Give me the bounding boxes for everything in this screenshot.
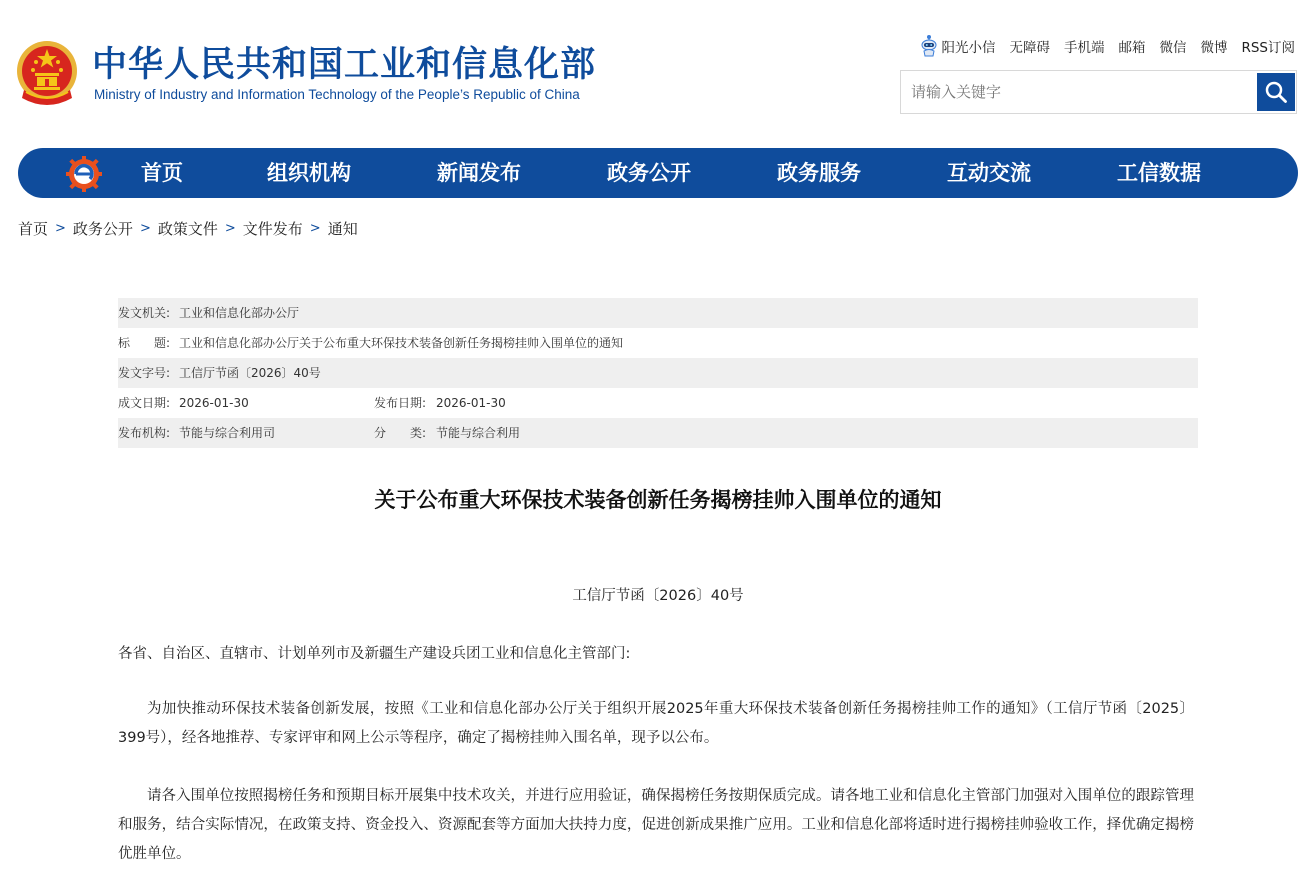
search-input[interactable]: [901, 71, 1257, 113]
nav-item-interaction[interactable]: 互动交流: [947, 161, 1031, 185]
nav-item-government-affairs[interactable]: 政务公开: [607, 161, 691, 185]
mail-link[interactable]: 邮箱: [1118, 40, 1146, 56]
article-salutation: 各省、自治区、直辖市、计划单列市及新疆生产建设兵团工业和信息化主管部门:: [118, 646, 631, 662]
doc-number-label: 发文字号:: [118, 366, 171, 380]
main-nav: [18, 148, 1298, 198]
mobile-link[interactable]: 手机端: [1063, 40, 1105, 56]
article-title: 关于公布重大环保技术装备创新任务揭榜挂帅入围单位的通知: [374, 488, 942, 512]
rss-link[interactable]: RSS订阅: [1241, 40, 1295, 56]
nav-item-data[interactable]: 工信数据: [1117, 161, 1201, 185]
ministry-logo-icon: [66, 156, 102, 192]
category-value: 节能与综合利用: [436, 426, 521, 440]
breadcrumb: [18, 218, 358, 239]
breadcrumb-notice[interactable]: 通知: [327, 220, 358, 238]
article-paragraph: 为加快推动环保技术装备创新发展，按照《工业和信息化部办公厅关于组织开展2025年重大环保技术装备创新任务揭榜挂帅工作的通知》（工信厅节函〔2025〕399号），经各地推荐、专家评审和网上公示等程序，确定了揭榜挂帅入围名单，现予以公布。: [118, 701, 1194, 746]
org-label: 发布机构:: [118, 426, 171, 440]
search-button[interactable]: [1257, 73, 1295, 111]
org-value: 节能与综合利用司: [179, 426, 276, 440]
title-label: 标 题:: [118, 336, 171, 350]
breadcrumb-home[interactable]: 首页: [18, 220, 49, 238]
category-label: 分 类:: [374, 426, 427, 440]
national-emblem-icon: [16, 40, 78, 108]
nav-item-services[interactable]: 政务服务: [777, 161, 861, 185]
search-icon: [1264, 80, 1288, 104]
nav-item-news[interactable]: 新闻发布: [437, 161, 521, 185]
site-title[interactable]: 中华人民共和国工业和信息化部: [92, 45, 597, 85]
breadcrumb-separator: >: [309, 221, 321, 236]
breadcrumb-separator: >: [139, 221, 151, 236]
publish-date-value: 2026-01-30: [436, 396, 506, 410]
article-doc-number: 工信厅节函〔2026〕40号: [572, 588, 744, 604]
breadcrumb-separator: >: [224, 221, 236, 236]
accessibility-link[interactable]: 无障碍: [1009, 40, 1050, 56]
meta-row-dates: [118, 388, 1198, 418]
document-meta-table: [118, 298, 1198, 448]
site-subtitle: Ministry of Industry and Information Technology of the People’s Republic of China: [94, 87, 580, 102]
article-paragraph: 请各入围单位按照揭榜任务和预期目标开展集中技术攻关，并进行应用验证，确保揭榜任务按期保质完成。请各地工业和信息化主管部门加强对入围单位的跟踪管理和服务，结合实际情况，在政策支持、资金投入、资源配套等方面加大扶持力度，促进创新成果推广应用。工业和信息化部将适时进行揭榜挂帅验收工作，择优确定揭榜优胜单位。: [118, 788, 1194, 862]
robot-assistant-icon: [920, 34, 938, 58]
issuer-value: 工业和信息化部办公厅: [179, 306, 300, 320]
meta-row-org: [118, 418, 1198, 448]
meta-row-issuer: [118, 298, 1198, 328]
nav-item-organization[interactable]: 组织机构: [267, 161, 351, 185]
issuer-label: 发文机关:: [118, 306, 171, 320]
search-box: [900, 70, 1297, 114]
publish-date-label: 发布日期:: [374, 396, 427, 410]
breadcrumb-policy-documents[interactable]: 政策文件: [157, 220, 218, 238]
meta-row-title: [118, 328, 1198, 358]
sunshine-label: 阳光小信: [941, 40, 996, 56]
breadcrumb-government-affairs[interactable]: 政务公开: [72, 220, 133, 238]
doc-number-value: 工信厅节函〔2026〕40号: [179, 366, 321, 380]
title-value: 工业和信息化部办公厅关于公布重大环保技术装备创新任务揭榜挂帅入围单位的通知: [179, 336, 624, 350]
breadcrumb-document-release[interactable]: 文件发布: [242, 220, 303, 238]
top-links: [920, 34, 1295, 58]
breadcrumb-separator: >: [55, 221, 66, 236]
weibo-link[interactable]: 微博: [1200, 40, 1228, 56]
meta-row-doc-number: [118, 358, 1198, 388]
nav-item-home[interactable]: 首页: [141, 161, 183, 185]
sunshine-link[interactable]: [920, 34, 995, 58]
wechat-link[interactable]: 微信: [1159, 40, 1187, 56]
written-date-label: 成文日期:: [118, 396, 171, 410]
written-date-value: 2026-01-30: [179, 396, 249, 410]
